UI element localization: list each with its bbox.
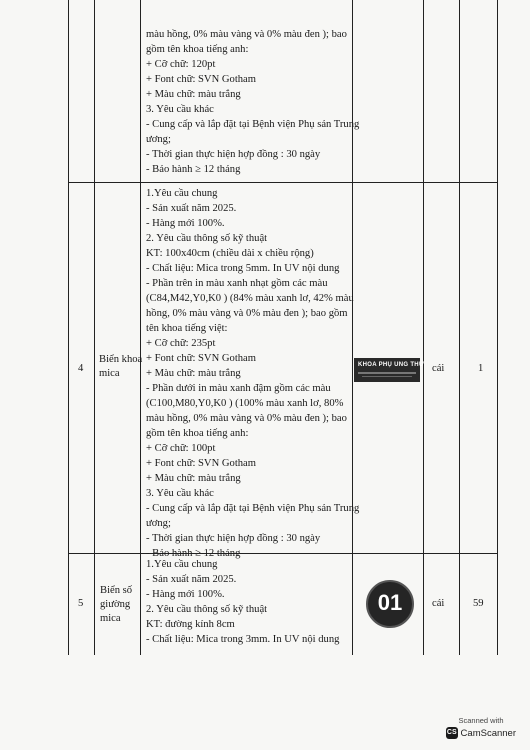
spec-line: + Font chữ: SVN Gotham [146,74,257,85]
row-5-qty: 59 [473,598,484,609]
camscanner-logo-icon: CS [446,727,458,739]
sign-divider [358,372,416,374]
row-4-unit: cái [432,363,445,374]
spec-line: - Thời gian thực hiện hợp đồng : 30 ngày [146,149,321,160]
row-5-name-line: Biển số [100,585,133,596]
spec-line: KT: 100x40cm (chiều dài x chiều rộng) [146,248,314,259]
spec-line: - Chất liệu: Mica trong 5mm. In UV nội dung [146,263,340,274]
spec-line: 1.Yêu cầu chung [146,188,218,199]
spec-line: 2. Yêu cầu thông số kỹ thuật [146,233,268,244]
sign-title: KHOA PHỤ UNG THƯ [358,362,425,368]
prev-row-spec [146,27,378,177]
row-5-name [100,584,132,626]
spec-line: + Màu chữ: màu trắng [146,89,241,100]
row-5-unit: cái [432,598,445,609]
spec-line: - Bảo hành ≥ 12 tháng [146,164,241,175]
bed-number-text: 01 [377,590,403,615]
spec-line: 3. Yêu cầu khác [146,104,214,115]
spec-line: hồng, 0% màu vàng và 0% màu đen ); bao gồm [146,308,348,319]
spec-line: - Chất liệu: Mica trong 3mm. In UV nội dung [146,634,340,645]
table-border-right [497,0,498,655]
spec-line: + Màu chữ: màu trắng [146,368,241,379]
spec-line: + Font chữ: SVN Gotham [146,458,257,469]
table-col-divider-image [423,0,424,655]
spec-line: gồm tên khoa tiếng anh: [146,44,249,55]
spec-line: ương; [146,518,171,529]
row-4-spec [146,186,378,561]
sign-subtitle-bar [362,376,412,377]
spec-line: KT: đường kính 8cm [146,619,235,630]
department-sign-image [354,358,425,382]
row-4-qty: 1 [478,363,484,374]
row-4-stt: 4 [78,363,84,374]
spec-line: + Font chữ: SVN Gotham [146,353,257,364]
spec-line: - Cung cấp và lắp đặt tại Bệnh viện Phụ sản Trung [146,119,360,130]
spec-line: 1.Yêu cầu chung [146,559,218,570]
spec-line: tên khoa tiếng việt: [146,323,228,334]
bed-number-image [366,580,414,628]
spec-line: 3. Yêu cầu khác [146,488,214,499]
spec-line: - Cung cấp và lắp đặt tại Bệnh viện Phụ sản Trung [146,503,360,514]
spec-line: - Phần dưới in màu xanh đậm gồm các màu [146,383,331,394]
spec-line: gồm tên khoa tiếng anh: [146,428,249,439]
table-col-divider-stt [94,0,95,655]
spec-line: + Cỡ chữ: 120pt [146,59,216,70]
spec-line: ương; [146,134,171,145]
scanned-with-text: Scanned with [458,716,504,725]
table-col-divider-name [140,0,141,655]
row-5-stt: 5 [78,598,84,609]
table-border-left [68,0,69,655]
spec-line: + Cỡ chữ: 100pt [146,443,216,454]
row-4-name-line: mica [99,368,120,379]
spec-line: - Bảo hành ≥ 12 tháng [146,548,241,559]
spec-line: màu hồng, 0% màu vàng và 0% màu đen ); bao [146,413,347,424]
row-4-name [99,353,142,381]
spec-line: - Sản xuất năm 2025. [146,574,237,585]
spec-line: + Cỡ chữ: 235pt [146,338,216,349]
row-5-name-line: mica [100,613,121,624]
camscanner-name: CamScanner [460,727,516,739]
spec-line: (C84,M42,Y0,K0 ) (84% màu xanh lơ, 42% màu [146,293,354,304]
row-divider-4 [68,182,497,183]
camscanner-watermark [446,716,516,739]
spec-line: - Hàng mới 100%. [146,589,225,600]
spec-line: (C100,M80,Y0,K0 ) (100% màu xanh lơ, 80% [146,398,344,409]
spec-line: - Hàng mới 100%. [146,218,225,229]
spec-line: - Thời gian thực hiện hợp đồng : 30 ngày [146,533,321,544]
row-5-name-line: giường [100,599,131,610]
spec-line: 2. Yêu cầu thông số kỹ thuật [146,604,268,615]
spec-line: màu hồng, 0% màu vàng và 0% màu đen ); bao [146,29,347,40]
row-5-spec [146,557,378,647]
spec-line: - Phần trên in màu xanh nhạt gồm các màu [146,278,328,289]
table-col-divider-unit [459,0,460,655]
row-4-name-line: Biển khoa [99,354,143,365]
spec-line: + Màu chữ: màu trắng [146,473,241,484]
spec-line: - Sản xuất năm 2025. [146,203,237,214]
